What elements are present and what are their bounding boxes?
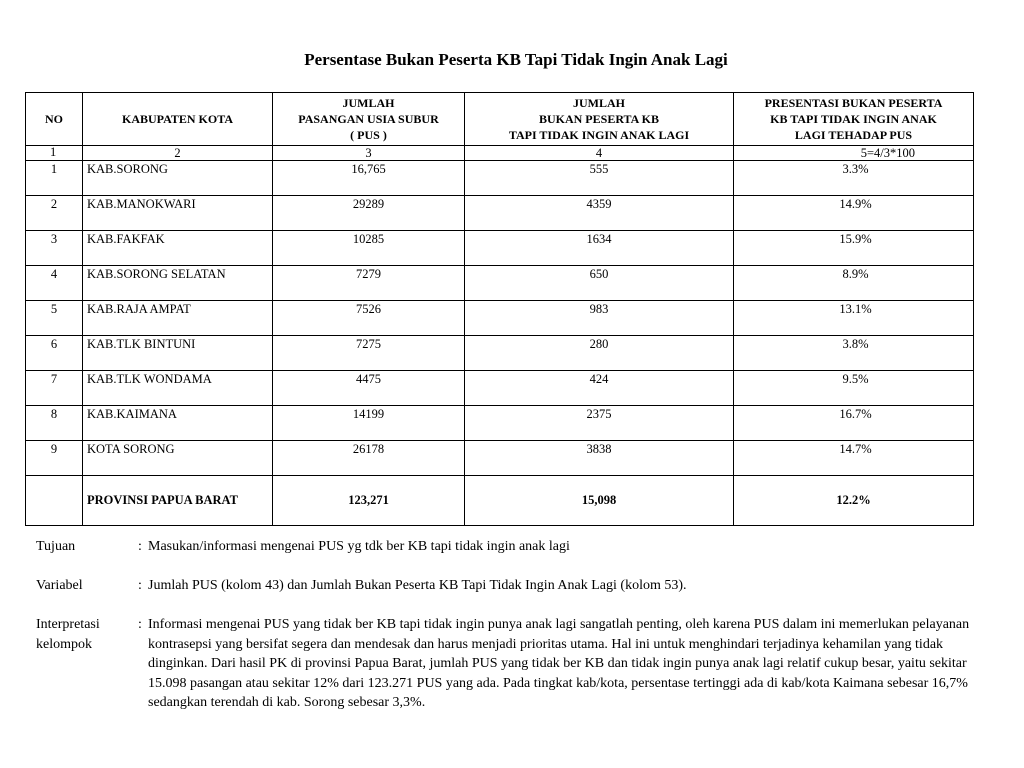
cell-bukan-peserta: 2375 — [465, 406, 734, 441]
cell-pus: 7526 — [273, 301, 465, 336]
cell-no: 1 — [26, 161, 83, 196]
cell-no: 7 — [26, 371, 83, 406]
note-label — [36, 615, 138, 713]
table-row — [26, 336, 974, 371]
column-header-line: KABUPATEN KOTA — [121, 112, 233, 126]
note-colon: : — [138, 578, 142, 593]
cell-pus: 16,765 — [273, 161, 465, 196]
note-label-line: Variabel — [36, 578, 83, 593]
column-header-line: PASANGAN USIA SUBUR — [298, 112, 439, 126]
cell-no: 6 — [26, 336, 83, 371]
table-row — [26, 441, 974, 476]
column-header-line: NO — [45, 112, 63, 126]
cell-no: 8 — [26, 406, 83, 441]
cell-persentase: 3.3% — [734, 161, 974, 196]
table-row — [26, 161, 974, 196]
cell-kabupaten: KAB.KAIMANA — [83, 406, 273, 441]
cell-persentase: 8.9% — [734, 266, 974, 301]
cell-kabupaten: KAB.SORONG — [83, 161, 273, 196]
total-cell-no — [26, 476, 83, 526]
cell-bukan-peserta: 650 — [465, 266, 734, 301]
column-number: 3 — [273, 146, 465, 161]
notes-section — [36, 537, 986, 732]
header-row — [26, 93, 974, 146]
cell-kabupaten: KAB.MANOKWARI — [83, 196, 273, 231]
cell-kabupaten: KAB.TLK BINTUNI — [83, 336, 273, 371]
cell-persentase: 3.8% — [734, 336, 974, 371]
note-label-line: kelompok — [36, 636, 92, 652]
cell-bukan-peserta: 1634 — [465, 231, 734, 266]
note-label-line: Tujuan — [36, 539, 76, 554]
column-number: 5=4/3*100 — [734, 146, 974, 161]
cell-pus: 7279 — [273, 266, 465, 301]
column-header-line: JUMLAH — [342, 96, 395, 110]
column-number-row — [26, 146, 974, 161]
column-number: 1 — [26, 146, 83, 161]
note-colon: : — [138, 617, 142, 632]
cell-kabupaten: KAB.RAJA AMPAT — [83, 301, 273, 336]
table-row — [26, 231, 974, 266]
cell-persentase: 14.9% — [734, 196, 974, 231]
cell-no: 5 — [26, 301, 83, 336]
cell-persentase: 15.9% — [734, 231, 974, 266]
cell-pus: 14199 — [273, 406, 465, 441]
cell-pus: 10285 — [273, 231, 465, 266]
page-title: Persentase Bukan Peserta KB Tapi Tidak Ingin Anak Lagi — [304, 50, 728, 69]
cell-kabupaten: KOTA SORONG — [83, 441, 273, 476]
total-cell-kabupaten: PROVINSI PAPUA BARAT — [83, 476, 273, 526]
cell-bukan-peserta: 4359 — [465, 196, 734, 231]
total-row — [26, 476, 974, 526]
cell-persentase: 14.7% — [734, 441, 974, 476]
column-number: 4 — [465, 146, 734, 161]
total-cell-pus: 123,271 — [273, 476, 465, 526]
note-label-line: Interpretasi — [36, 617, 100, 632]
note-label — [36, 537, 138, 557]
table-row — [26, 301, 974, 336]
note-text: Informasi mengenai PUS yang tidak ber KB tapi tidak ingin punya anak lagi sangatlah penting, oleh karena PUS dalam ini memerlukan pelayanan kontrasepsi yang bersifat segera dan mendesak dan harus menjadi prioritas utama. Hal ini untuk menghindari terjadinya kehamilan yang tidak dinginkan. Dari hasil PK di provinsi Papua Barat, jumlah PUS yang tidak ber KB dan tidak ingin punya anak lagi relatif cukup besar, yaitu sekitar 15.098 pasangan atau sekitar 12% dari 123.271 PUS yang ada. Pada tingkat kab/kota, persentase tertinggi ada di kab/kota Kaimana sebesar 16,7% sedangkan terendah di kab. Sorong sebesar 3,3%. — [148, 617, 970, 710]
column-header-line: ( PUS ) — [350, 128, 387, 142]
cell-bukan-peserta: 424 — [465, 371, 734, 406]
column-header — [465, 93, 734, 146]
cell-no: 4 — [26, 266, 83, 301]
cell-bukan-peserta: 555 — [465, 161, 734, 196]
column-header-line: PRESENTASI BUKAN PESERTA — [764, 96, 943, 110]
note-item — [36, 576, 986, 596]
cell-no: 3 — [26, 231, 83, 266]
note-colon: : — [138, 539, 142, 554]
cell-kabupaten: KAB.FAKFAK — [83, 231, 273, 266]
cell-bukan-peserta: 280 — [465, 336, 734, 371]
total-cell-persentase: 12.2% — [734, 476, 974, 526]
kb-table — [25, 92, 974, 526]
column-header-line: BUKAN PESERTA KB — [538, 112, 660, 126]
cell-persentase: 16.7% — [734, 406, 974, 441]
column-header-line: KB TAPI TIDAK INGIN ANAK — [770, 112, 937, 126]
note-item — [36, 537, 986, 557]
total-cell-bukan-peserta: 15,098 — [465, 476, 734, 526]
cell-kabupaten: KAB.TLK WONDAMA — [83, 371, 273, 406]
cell-no: 9 — [26, 441, 83, 476]
column-header-line: JUMLAH — [573, 96, 625, 110]
column-header-line: TAPI TIDAK INGIN ANAK LAGI — [508, 128, 690, 142]
column-header-line: LAGI TEHADAP PUS — [794, 128, 913, 142]
table-row — [26, 266, 974, 301]
cell-no: 2 — [26, 196, 83, 231]
column-header — [734, 93, 974, 146]
note-text: Jumlah PUS (kolom 43) dan Jumlah Bukan Peserta KB Tapi Tidak Ingin Anak Lagi (kolom 53). — [148, 578, 687, 593]
cell-persentase: 13.1% — [734, 301, 974, 336]
column-header — [83, 93, 273, 146]
cell-kabupaten: KAB.SORONG SELATAN — [83, 266, 273, 301]
cell-bukan-peserta: 3838 — [465, 441, 734, 476]
table-row — [26, 196, 974, 231]
column-header — [26, 93, 83, 146]
note-label — [36, 576, 138, 596]
table-row — [26, 406, 974, 441]
note-text: Masukan/informasi mengenai PUS yg tdk ber KB tapi tidak ingin anak lagi — [148, 539, 570, 554]
cell-bukan-peserta: 983 — [465, 301, 734, 336]
cell-pus: 7275 — [273, 336, 465, 371]
cell-persentase: 9.5% — [734, 371, 974, 406]
note-item — [36, 615, 986, 713]
column-header — [273, 93, 465, 146]
cell-pus: 26178 — [273, 441, 465, 476]
cell-pus: 4475 — [273, 371, 465, 406]
table-row — [26, 371, 974, 406]
cell-pus: 29289 — [273, 196, 465, 231]
column-number: 2 — [83, 146, 273, 161]
